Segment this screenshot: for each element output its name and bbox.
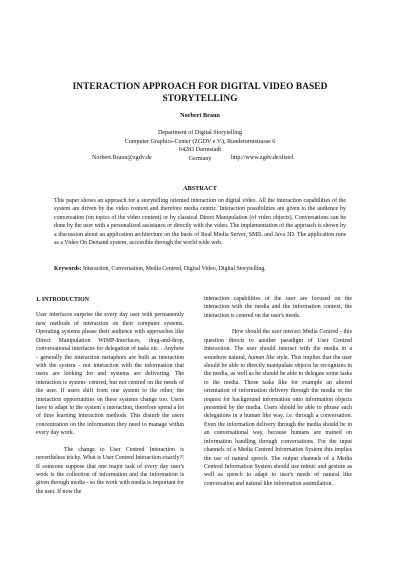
right-column bbox=[204, 295, 352, 496]
affiliation-line: Computer Graphics-Center (ZGDV e.V.), Rundeturmstrasse 6 bbox=[124, 138, 276, 145]
paragraph: interaction capabilities of the user are focused on the interaction with the media and the information context, the interaction is centred on the user's needs. bbox=[204, 296, 352, 319]
paragraph: The change to User Centred Interaction is nevertheless tricky. What is User Centred Interaction exactly?! If someone suppose that one major task of every day user's work is the collection of information and the information is given through media - so the work with media is important for the user. If now the bbox=[36, 446, 184, 495]
paper-title: INTERACTION APPROACH FOR DIGITAL VIDEO BASED STORYTELLING bbox=[72, 82, 328, 104]
keywords-label: Keywords: bbox=[54, 266, 82, 272]
keywords-text: Interaction, Conversation, Media Centred, Digital Video, Digital Storytelling. bbox=[81, 266, 266, 272]
affiliation bbox=[0, 129, 400, 163]
affiliation-line: Germany bbox=[188, 155, 212, 162]
left-column bbox=[36, 296, 184, 504]
paragraph bbox=[204, 328, 352, 488]
author-email: Norbert.Braun@zgdv.de bbox=[92, 155, 152, 161]
affiliation-line: Department of Digital Storytelling bbox=[157, 130, 243, 136]
section-heading: 1. INTRODUCTION bbox=[36, 297, 90, 303]
abstract-text: This paper shows an approach for a storytelling oriented interaction on digital video. All the interaction capabilities of the system are driven by the video context and therefore media centric. Interaction possibilities are given to the audience by conversation (on topics of the video content) or by classical Direct Manipulation (of video objects). Conversations can be done by the user with a personalized assistance or directly with the video. The implementation of the approach is shown by a discussion about an application architecture on the basis of Real Media Server, SMIL and Java 3D. The application runs as a Video On Demand system, accessible through the world wide web. bbox=[54, 198, 346, 247]
author-name: Norbert Braun bbox=[180, 112, 220, 119]
paragraph: User interfaces surprise the every day user with permanently new methods of interaction on their computer systems. Operating systems please their audience with approaches like Direct Manipulation WIMP-Interfaces, drag-and-drop, conversational interfaces for delegation of tasks etc. . Anyhow - generally the interaction metaphors are built as interaction with the system - not interaction with the information that users are looking for and systems are delivering. The interaction is system- centred, but not centred on the needs of the user. If users shift from one system to the other, the interaction opportunities on these systems change too. Users have to adapt to the system´s interaction, therefore spend a lot of time learning interaction methods. This disturb the users concentration on the information they need to manage within every day work. bbox=[36, 312, 184, 437]
affiliation-line: 64283 Darmstadt bbox=[178, 147, 222, 154]
paragraph-text: style. This implies that the user should be able to directly manipulate objects he recognizes in the media, as well as he should be able to delegate some tasks to the media. Those tasks like for example an altered orientation of information delivery through the media or the request for background information onto information objects presented by the media. Users should be able to phrase such delegations in a human like way, i.e. through a conversation. Even the information delivery through the media should be in an conversational way, because humans are trained on information handling through conversations. For the input channels of a Media Centred Information System this implies the use of natural speech. The output channels of a Media Centred Information System should use mimic and gesture as well as speech to adapt to user's needs of natural like conversation and natural like information assimilation. bbox=[204, 354, 352, 487]
keywords bbox=[54, 266, 346, 272]
emphasis-text: human like bbox=[248, 354, 275, 361]
author-website: http://www.zgdv.de/distel bbox=[231, 155, 294, 161]
paragraph-text: How should the user interact Media Centred - this question directs to another paradigm of User Centred Interaction. The user should interact with the media in a somehow natural, bbox=[204, 329, 352, 361]
abstract-heading: ABSTRACT bbox=[183, 185, 217, 192]
